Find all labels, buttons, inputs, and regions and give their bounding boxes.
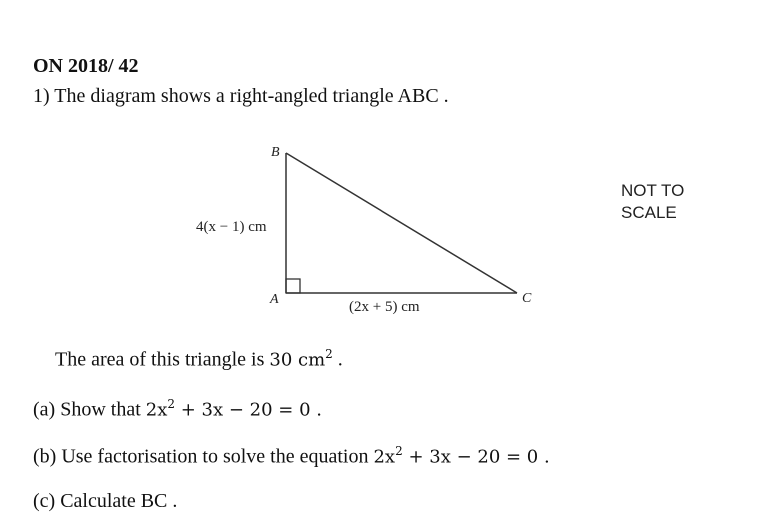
part-c-target: BC	[140, 490, 168, 512]
part-b-label: (b) Use factorisation to solve the equation	[33, 445, 374, 468]
question-source-title: ON 2018/ 42	[33, 55, 139, 77]
part-a	[33, 397, 322, 422]
part-a-label: (a) Show that	[33, 398, 146, 421]
note-line-2: SCALE	[621, 203, 677, 222]
part-a-equation-exponent: 2	[167, 397, 176, 411]
part-b-equation-rest: + 3x − 20 = 0 .	[402, 446, 550, 468]
part-b	[33, 444, 550, 469]
vertex-label-c: C	[522, 291, 532, 306]
part-c	[33, 490, 177, 513]
intro-triangle-name: ABC	[397, 85, 439, 107]
area-suffix: .	[332, 348, 343, 371]
part-a-equation-lead: 2x	[145, 399, 168, 421]
area-value: 30 cm	[269, 349, 326, 371]
part-b-equation-exponent: 2	[395, 444, 403, 458]
intro-suffix: .	[438, 85, 449, 107]
vertex-label-a: A	[270, 292, 279, 307]
area-prefix: The area of this triangle is	[55, 348, 270, 371]
area-exponent: 2	[325, 347, 333, 361]
intro-prefix: 1) The diagram shows a right-angled triangle	[33, 85, 398, 107]
part-b-equation-lead: 2x	[373, 446, 396, 468]
part-c-label: (c) Calculate	[33, 490, 141, 512]
part-a-equation-rest: + 3x − 20 = 0 .	[175, 399, 322, 421]
side-ac-length-label: (2x + 5) cm	[349, 299, 420, 315]
note-line-1: NOT TO	[621, 181, 685, 200]
part-c-suffix: .	[167, 490, 178, 512]
area-statement	[55, 347, 343, 372]
side-bc	[286, 153, 517, 293]
not-to-scale-note	[621, 180, 684, 224]
vertex-label-b: B	[271, 145, 280, 160]
side-ab-length-label: 4(x − 1) cm	[196, 219, 267, 235]
right-angle-marker	[286, 279, 300, 293]
